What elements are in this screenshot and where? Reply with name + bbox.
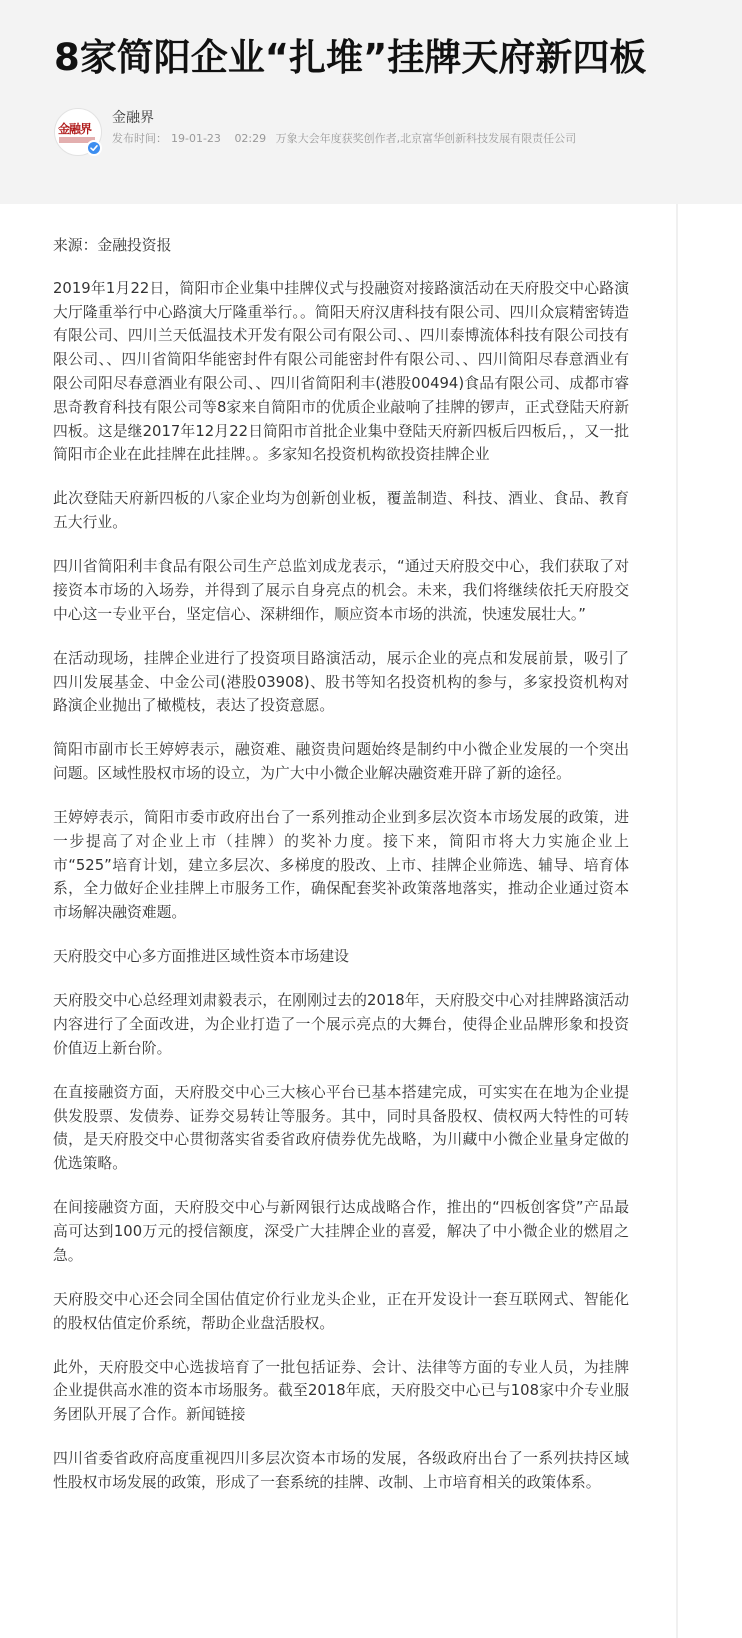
- author-name[interactable]: 金融界: [112, 110, 154, 126]
- paragraph: 在间接融资方面，天府股交中心与新网银行达成战略合作，推出的“四板创客贷”产品最高可达到100万元的授信额度，深受广大挂牌企业的喜爱，解决了中小微企业的燃眉之急。: [53, 1199, 629, 1264]
- paragraph: 2019年1月22日，简阳市企业集中挂牌仪式与投融资对接路演活动在天府股交中心路演大厅隆重举行中心路演大厅隆重举行。。简阳天府汉唐科技有限公司、四川众宸精密铸造有限公司、四川兰天低温技术开发有限公司有限公司、、四川泰博流体科技有限公司技有限公司、、四川省简阳华能密封件有限公司能密封件有限公司、、四川简阳尽春意酒业有限公司阳尽春意酒业有限公司、、四川省简阳利丰(港股00494)食品有限公司、成都市睿思奇教育科技有限公司等8家来自简阳市的优质企业敲响了挂牌的锣声，正式登陆天府新四板。这是继2017年12月22日简阳市首批企业集中登陆天府新四板后四板后，，又一批简阳市企业在此挂牌在此挂牌。。多家知名投资机构欲投资挂牌企业: [53, 279, 629, 464]
- section-heading: 天府股交中心多方面推进区域性资本市场建设: [53, 948, 349, 966]
- paragraph: 此次登陆天府新四板的八家企业均为创新创业板，覆盖制造、科技、酒业、食品、教育五大行业。: [53, 490, 629, 532]
- publish-time: 02:29: [234, 132, 267, 145]
- article-header: [0, 0, 742, 204]
- paragraph: 四川省委省政府高度重视四川多层次资本市场的发展，各级政府出台了一系列扶持区域性股权市场发展的政策，形成了一套系统的挂牌、改制、上市培育相关的政策体系。: [53, 1450, 629, 1491]
- article-source: 来源：金融投资报: [53, 237, 172, 254]
- article-title: 8家简阳企业“扎堆”挂牌天府新四板: [54, 36, 647, 79]
- paragraph: 四川省简阳利丰食品有限公司生产总监刘成龙表示，“通过天府股交中心，我们获取了对接资本市场的入场券，并得到了展示自身亮点的机会。未来，我们将继续依托天府股交中心这一专业平台，坚定信心、深耕细作，顺应资本市场的洪流，快速发展壮大。”: [53, 558, 629, 623]
- verified-badge-icon: [86, 140, 102, 156]
- paragraph: 在活动现场，挂牌企业进行了投资项目路演活动，展示企业的亮点和发展前景，吸引了四川发展基金、中金公司(港股03908)、股书等知名投资机构的参与，多家投资机构对路演企业抛出了橄榄枝，表达了投资意愿。: [53, 649, 629, 715]
- publish-label: 发布时间：: [112, 132, 167, 145]
- paragraph: 王婷婷表示，简阳市委市政府出台了一系列推动企业到多层次资本市场发展的政策，进一步提高了对企业上市（挂牌）的奖补力度。接下来，简阳市将大力实施企业上市“525”培育计划，建立多层次、多梯度的股改、上市、挂牌企业筛选、辅导、培育体系，全力做好企业挂牌上市服务工作，确保配套奖补政策落地落实，推动企业通过资本市场解决融资难题。: [53, 809, 629, 922]
- paragraph: 简阳市副市长王婷婷表示，融资难、融资贵问题始终是制约中小微企业发展的一个突出问题。区域性股权市场的设立，为广大中小微企业解决融资难开辟了新的途径。: [53, 741, 629, 783]
- article-meta: [112, 131, 580, 147]
- paragraph: 此外，天府股交中心选拔培育了一批包括证券、会计、法律等方面的专业人员，为挂牌企业提供高水准的资本市场服务。截至2018年底，天府股交中心已与108家中介专业服务团队开展了合作。新闻链接: [53, 1358, 629, 1424]
- publish-date: 19-01-23: [171, 132, 221, 145]
- paragraph: 在直接融资方面，天府股交中心三大核心平台已基本搭建完成，可实实在在地为企业提供发股票、发债券、证券交易转让等服务。其中，同时具备股权、债权两大特性的可转债，是天府股交中心贯彻落实省委省政府债券优先战略，为川藏中小微企业量身定做的优选策略。: [53, 1083, 629, 1173]
- paragraph: 天府股交中心还会同全国估值定价行业龙头企业，正在开发设计一套互联网式、智能化的股权估值定价系统，帮助企业盘活股权。: [53, 1290, 629, 1332]
- author-award: 万象大会年度获奖创作者,北京富华创新科技发展有限责任公司: [275, 132, 577, 145]
- right-gutter: [676, 204, 678, 1638]
- article-body: [53, 234, 629, 1515]
- jinrongjie-logo-icon: 金融界: [58, 122, 92, 136]
- paragraph: 天府股交中心总经理刘肃毅表示，在刚刚过去的2018年，天府股交中心对挂牌路演活动内容进行了全面改进，为企业打造了一个展示亮点的大舞台，使得企业品牌形象和投资价值迈上新台阶。: [53, 992, 629, 1057]
